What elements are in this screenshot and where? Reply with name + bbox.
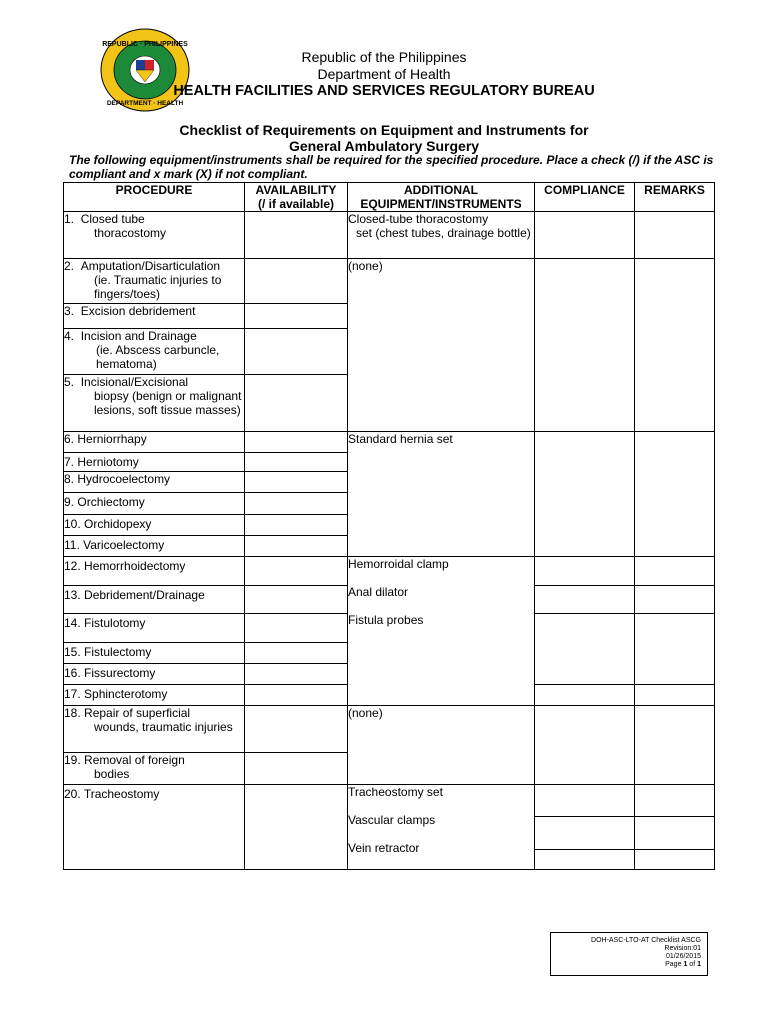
table-row [64,259,715,304]
availability-cell[interactable] [245,212,348,259]
availability-cell[interactable] [245,259,348,304]
equipment-cell: (none) [348,259,535,432]
procedure-cell: 10. Orchidopexy [64,515,245,536]
availability-cell[interactable] [245,557,348,586]
availability-cell[interactable] [245,515,348,536]
procedure-cell: 6. Herniorrhapy [64,432,245,453]
procedure-cell: 15. Fistulectomy [64,643,245,664]
remarks-cell[interactable] [635,816,715,849]
compliance-cell[interactable] [535,685,635,706]
equipment-cell: Standard hernia set [348,432,535,557]
compliance-cell[interactable] [535,706,635,785]
availability-cell[interactable] [245,706,348,753]
compliance-cell[interactable] [535,557,635,586]
table-header-row [64,183,715,212]
header-additional-equipment: ADDITIONAL EQUIPMENT/INSTRUMENTS [348,183,535,212]
footer-revision: Revision:01 [664,945,701,952]
document-title-line1: Checklist of Requirements on Equipment and Instruments for [179,122,589,138]
equipment-cell: Tracheostomy set Vascular clamps Vein retractor [348,785,535,870]
procedure-cell: 7. Herniotomy [64,453,245,472]
remarks-cell[interactable] [635,706,715,785]
equipment-cell: Closed-tube thoracostomy set (chest tubes, drainage bottle) [348,212,535,259]
compliance-cell[interactable] [535,212,635,259]
svg-text:REPUBLIC · PHILIPPINES: REPUBLIC · PHILIPPINES [102,41,188,48]
procedure-cell: 20. Tracheostomy [64,785,245,870]
procedure-cell: 9. Orchiectomy [64,493,245,515]
compliance-cell[interactable] [535,849,635,869]
compliance-cell[interactable] [535,586,635,614]
availability-cell[interactable] [245,536,348,557]
equipment-cell: (none) [348,706,535,785]
procedure-cell: 1. Closed tube thoracostomy [64,212,245,259]
procedure-cell: 3. Excision debridement [64,304,245,329]
availability-cell[interactable] [245,643,348,664]
compliance-cell[interactable] [535,259,635,432]
svg-text:DEPARTMENT · HEALTH: DEPARTMENT · HEALTH [106,100,184,107]
availability-cell[interactable] [245,664,348,685]
footer-date: 01/26/2015 [665,953,701,960]
procedure-cell: 4. Incision and Drainage (ie. Abscess carbuncle, hematoma) [64,329,245,375]
availability-cell[interactable] [245,753,348,785]
availability-cell[interactable] [245,304,348,329]
compliance-cell[interactable] [535,614,635,685]
availability-cell[interactable] [245,586,348,614]
procedure-cell: 18. Repair of superficial wounds, traumatic injuries [64,706,245,753]
footer-page: Page 1 of 1 [665,961,701,968]
procedure-cell: 5. Incisional/Excisional biopsy (benign or malignant lesions, soft tissue masses) [64,375,245,432]
header-availability: AVAILABILITY (/ if available) [245,183,348,212]
table-row [64,557,715,586]
availability-cell[interactable] [245,614,348,643]
availability-cell[interactable] [245,432,348,453]
header-bureau: HEALTH FACILITIES AND SERVICES REGULATORY BUREAU [173,83,595,99]
remarks-cell[interactable] [635,259,715,432]
table-row [64,706,715,753]
availability-cell[interactable] [245,375,348,432]
table-row [64,432,715,453]
procedure-cell: 8. Hydrocoelectomy [64,472,245,493]
availability-cell[interactable] [245,472,348,493]
procedure-cell: 17. Sphincterotomy [64,685,245,706]
remarks-cell[interactable] [635,212,715,259]
header-compliance: COMPLIANCE [535,183,635,212]
procedure-cell: 14. Fistulotomy [64,614,245,643]
procedure-cell: 11. Varicoelectomy [64,536,245,557]
remarks-cell[interactable] [635,614,715,685]
remarks-cell[interactable] [635,849,715,869]
remarks-cell[interactable] [635,432,715,557]
table-row [64,785,715,817]
remarks-cell[interactable] [635,785,715,817]
footer-code: DOH-ASC-LTO-AT Checklist ASCG [591,937,701,944]
remarks-cell[interactable] [635,557,715,586]
procedure-cell: 2. Amputation/Disarticulation (ie. Traumatic injuries to fingers/toes) [64,259,245,304]
procedure-cell: 19. Removal of foreign bodies [64,753,245,785]
procedure-cell: 16. Fissurectomy [64,664,245,685]
header-department: Department of Health [317,66,451,82]
document-footer [550,932,708,976]
header-remarks: REMARKS [635,183,715,212]
equipment-cell: Hemorroidal clamp Anal dilator Fistula probes [348,557,535,706]
procedure-cell: 12. Hemorrhoidectomy [64,557,245,586]
document-title-line2: General Ambulatory Surgery [288,138,480,154]
compliance-cell[interactable] [535,432,635,557]
checklist-table [63,182,715,870]
availability-cell[interactable] [245,785,348,870]
procedure-cell: 13. Debridement/Drainage [64,586,245,614]
compliance-cell[interactable] [535,785,635,817]
availability-cell[interactable] [245,453,348,472]
instruction-text: The following equipment/instruments shall be required for the specified procedure. Place a check (/) if the ASC is compliant and x mark (X) if not compliant. [69,153,714,181]
header-procedure: PROCEDURE [64,183,245,212]
availability-cell[interactable] [245,685,348,706]
remarks-cell[interactable] [635,586,715,614]
header-country: Republic of the Philippines [301,49,467,65]
availability-cell[interactable] [245,329,348,375]
table-row [64,212,715,259]
remarks-cell[interactable] [635,685,715,706]
availability-cell[interactable] [245,493,348,515]
compliance-cell[interactable] [535,816,635,849]
